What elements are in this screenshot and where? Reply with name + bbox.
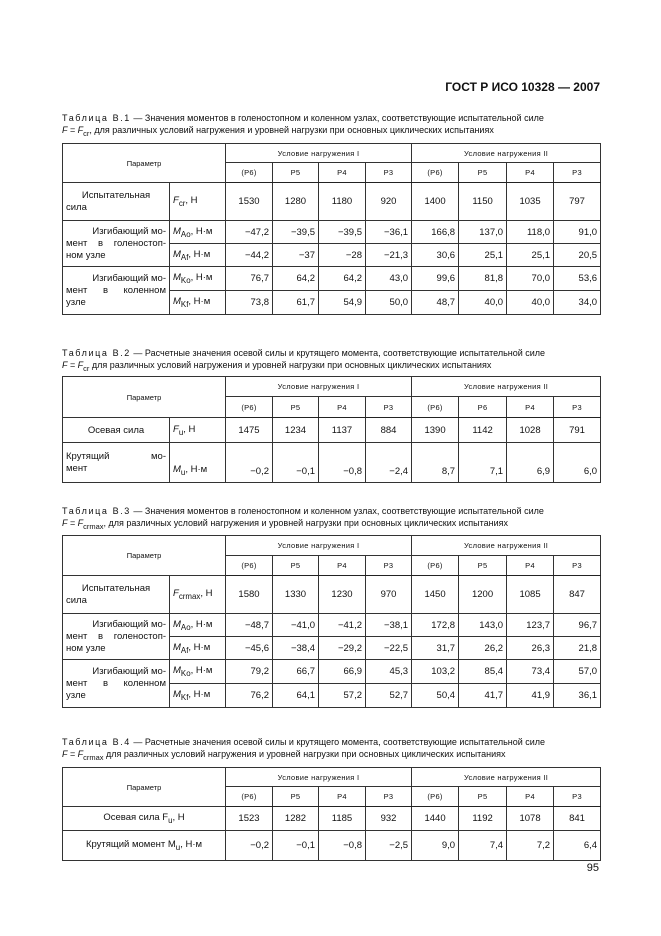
level-header: P4	[319, 556, 366, 576]
caption-formula: F = F	[62, 518, 84, 528]
cell-value: 99,6	[412, 267, 459, 291]
cell-value: 41,9	[507, 684, 554, 708]
cell-value: 1180	[319, 183, 366, 221]
cell-value: 143,0	[459, 614, 507, 637]
cell-value: −0,1	[273, 831, 319, 861]
caption-text: для различных условий нагружения и уровней нагрузки при основных циклических испытаниях	[103, 749, 506, 759]
row-label: Изгибающий мо- мент в голеностоп- ном узле	[63, 221, 170, 267]
caption-sub: crmax	[83, 521, 104, 531]
cell-value: −37	[273, 244, 319, 267]
table-b1-caption	[62, 112, 600, 140]
caption-formula: F = F	[62, 125, 84, 135]
cell-value: 6,9	[507, 443, 554, 483]
cell-value: 76,2	[226, 684, 273, 708]
caption-text: , для различных условий нагружения и уровней нагрузки при основных циклических испытаниях	[103, 518, 509, 528]
cell-value: 884	[366, 418, 412, 443]
level-header: P3	[554, 397, 601, 418]
level-header: P5	[273, 163, 319, 183]
cell-value: 1580	[226, 576, 273, 614]
cell-value: 66,7	[273, 660, 319, 684]
level-header: P5	[273, 556, 319, 576]
cell-value: −38,1	[366, 614, 412, 637]
cell-value: 1230	[319, 576, 366, 614]
table-row	[63, 831, 601, 861]
level-header: P5	[273, 397, 319, 418]
cell-value: −39,5	[273, 221, 319, 244]
cell-value: −22,5	[366, 637, 412, 660]
cell-value: 26,3	[507, 637, 554, 660]
cell-value: 8,7	[412, 443, 459, 483]
table-row	[63, 660, 601, 684]
cell-value: −44,2	[226, 244, 273, 267]
row-symbol: $M_{Ao}$, Н·м	[170, 221, 226, 244]
row-label: Крутящий мо- мент	[63, 443, 170, 483]
cell-value: 41,7	[459, 684, 507, 708]
level-header: P5	[273, 787, 319, 807]
cell-value: 1200	[459, 576, 507, 614]
level-header: P3	[366, 787, 412, 807]
level-header: P3	[366, 397, 412, 418]
level-header: P5	[459, 556, 507, 576]
cell-value: 1440	[412, 807, 459, 831]
cell-value: 1282	[273, 807, 319, 831]
cell-value: 1390	[412, 418, 459, 443]
condition-1-header: Условие нагружения I	[226, 536, 412, 556]
cell-value: 847	[554, 576, 601, 614]
table-row	[63, 443, 601, 483]
cell-value: −0,1	[273, 443, 319, 483]
cell-value: 36,1	[554, 684, 601, 708]
condition-2-header: Условие нагружения II	[412, 768, 601, 787]
cell-value: 1137	[319, 418, 366, 443]
cell-value: 791	[554, 418, 601, 443]
cell-value: 50,4	[412, 684, 459, 708]
cell-value: 1530	[226, 183, 273, 221]
cell-value: 6,0	[554, 443, 601, 483]
caption-sub: cr	[83, 128, 90, 138]
cell-value: 920	[366, 183, 412, 221]
row-symbol: $M_{Kf}$, Н·м	[170, 291, 226, 315]
cell-value: 57,0	[554, 660, 601, 684]
cell-value: 31,7	[412, 637, 459, 660]
table-b2	[62, 376, 601, 483]
cell-value: 45,3	[366, 660, 412, 684]
cell-value: −45,6	[226, 637, 273, 660]
table-row	[63, 614, 601, 637]
caption-formula: F = F	[62, 749, 84, 759]
cell-value: −36,1	[366, 221, 412, 244]
caption-text: — Значения моментов в голеностопном и коленном узлах, соответствующие испытательной силе	[130, 113, 544, 123]
cell-value: 73,8	[226, 291, 273, 315]
row-symbol: $M_{Af}$, Н·м	[170, 637, 226, 660]
cell-value: −2,4	[366, 443, 412, 483]
cell-value: 61,7	[273, 291, 319, 315]
row-label: Изгибающий мо- мент в голеностоп- ном узле	[63, 614, 170, 660]
condition-1-header: Условие нагружения I	[226, 377, 412, 397]
row-symbol: $M_{Ko}$, Н·м	[170, 660, 226, 684]
table-b3-caption	[62, 505, 600, 533]
cell-value: 73,4	[507, 660, 554, 684]
level-header: (P6)	[226, 163, 273, 183]
table-b1-title: Таблица В.1	[62, 113, 131, 123]
table-b3-title: Таблица В.3	[62, 506, 131, 516]
cell-value: 1078	[507, 807, 554, 831]
cell-value: 96,7	[554, 614, 601, 637]
cell-value: 34,0	[554, 291, 601, 315]
cell-value: 1185	[319, 807, 366, 831]
cell-value: 81,8	[459, 267, 507, 291]
cell-value: 64,1	[273, 684, 319, 708]
cell-value: 1192	[459, 807, 507, 831]
cell-value: −47,2	[226, 221, 273, 244]
row-symbol: $F_u$, Н	[170, 418, 226, 443]
row-symbol: $F_{cr}$, Н	[170, 183, 226, 221]
cell-value: 48,7	[412, 291, 459, 315]
caption-text: для различных условий нагружения и уровней нагрузки при основных циклических испытаниях	[89, 360, 492, 370]
table-b2-title: Таблица В.2	[62, 348, 131, 358]
row-symbol: $M_u$, Н·м	[170, 443, 226, 483]
cell-value: 57,2	[319, 684, 366, 708]
cell-value: 7,1	[459, 443, 507, 483]
caption-text: , для различных условий нагружения и уровней нагрузки при основных циклических испытаниях	[89, 125, 494, 135]
cell-value: −41,2	[319, 614, 366, 637]
level-header: P5	[459, 787, 507, 807]
parameter-header: Параметр	[63, 377, 226, 418]
row-symbol: $M_{Ao}$, Н·м	[170, 614, 226, 637]
cell-value: 841	[554, 807, 601, 831]
cell-value: 64,2	[319, 267, 366, 291]
standard-header: ГОСТ Р ИСО 10328 — 2007	[445, 80, 600, 94]
level-header: P3	[554, 556, 601, 576]
cell-value: −28	[319, 244, 366, 267]
cell-value: 50,0	[366, 291, 412, 315]
parameter-header: Параметр	[63, 144, 226, 183]
level-header: P4	[319, 787, 366, 807]
caption-text: — Значения моментов в голеностопном и коленном узлах, соответствующие испытательной силе	[130, 506, 544, 516]
row-symbol: $M_{Ko}$, Н·м	[170, 267, 226, 291]
cell-value: 137,0	[459, 221, 507, 244]
cell-value: 1280	[273, 183, 319, 221]
cell-value: −39,5	[319, 221, 366, 244]
caption-formula: F = F	[62, 360, 84, 370]
cell-value: 797	[554, 183, 601, 221]
cell-value: 54,9	[319, 291, 366, 315]
cell-value: 932	[366, 807, 412, 831]
cell-value: 1150	[459, 183, 507, 221]
cell-value: 21,8	[554, 637, 601, 660]
cell-value: 1142	[459, 418, 507, 443]
row-symbol: $M_{Kf}$, Н·м	[170, 684, 226, 708]
row-label: Испытательная сила	[63, 183, 170, 221]
cell-value: 40,0	[459, 291, 507, 315]
cell-value: 7,2	[507, 831, 554, 861]
row-label: Осевая сила $F_u$, Н	[63, 807, 226, 831]
cell-value: 970	[366, 576, 412, 614]
cell-value: 20,5	[554, 244, 601, 267]
condition-2-header: Условие нагружения II	[412, 144, 601, 163]
table-row	[63, 807, 601, 831]
cell-value: 9,0	[412, 831, 459, 861]
cell-value: 25,1	[507, 244, 554, 267]
level-header: (P6)	[226, 556, 273, 576]
table-row	[63, 221, 601, 244]
level-header: P3	[554, 163, 601, 183]
cell-value: −0,2	[226, 443, 273, 483]
cell-value: −2,5	[366, 831, 412, 861]
parameter-header: Параметр	[63, 768, 226, 807]
cell-value: 123,7	[507, 614, 554, 637]
table-b4-caption	[62, 736, 600, 764]
row-label: Изгибающий мо- мент в коленном узле	[63, 660, 170, 708]
table-b2-caption	[62, 347, 600, 375]
cell-value: 79,2	[226, 660, 273, 684]
caption-sub: cr	[83, 363, 90, 373]
condition-2-header: Условие нагружения II	[412, 536, 601, 556]
table-b4-title: Таблица В.4	[62, 737, 131, 747]
row-symbol: $M_{Af}$, Н·м	[170, 244, 226, 267]
level-header: P3	[554, 787, 601, 807]
row-symbol: $F_{crmax}$, Н	[170, 576, 226, 614]
row-label: Крутящий момент $M_u$, Н·м	[63, 831, 226, 861]
condition-1-header: Условие нагружения I	[226, 144, 412, 163]
cell-value: 91,0	[554, 221, 601, 244]
table-b3	[62, 535, 601, 708]
cell-value: −0,8	[319, 831, 366, 861]
cell-value: 85,4	[459, 660, 507, 684]
level-header: P4	[507, 163, 554, 183]
row-label: Изгибающий мо- мент в коленном узле	[63, 267, 170, 315]
cell-value: −0,2	[226, 831, 273, 861]
cell-value: 166,8	[412, 221, 459, 244]
table-b4	[62, 767, 601, 861]
level-header: (P6)	[412, 397, 459, 418]
level-header: P4	[319, 397, 366, 418]
cell-value: 43,0	[366, 267, 412, 291]
cell-value: −0,8	[319, 443, 366, 483]
level-header: (P6)	[412, 556, 459, 576]
cell-value: 26,2	[459, 637, 507, 660]
caption-sub: crmax	[83, 752, 104, 762]
cell-value: 52,7	[366, 684, 412, 708]
level-header: P4	[507, 556, 554, 576]
table-row	[63, 576, 601, 614]
level-header: P6	[459, 397, 507, 418]
cell-value: 1234	[273, 418, 319, 443]
condition-1-header: Условие нагружения I	[226, 768, 412, 787]
table-row	[63, 418, 601, 443]
cell-value: 70,0	[507, 267, 554, 291]
level-header: (P6)	[412, 163, 459, 183]
cell-value: 30,6	[412, 244, 459, 267]
cell-value: 1523	[226, 807, 273, 831]
cell-value: 172,8	[412, 614, 459, 637]
cell-value: 1475	[226, 418, 273, 443]
cell-value: 76,7	[226, 267, 273, 291]
cell-value: 40,0	[507, 291, 554, 315]
table-b1	[62, 143, 601, 315]
cell-value: 53,6	[554, 267, 601, 291]
cell-value: 1450	[412, 576, 459, 614]
level-header: (P6)	[226, 787, 273, 807]
condition-2-header: Условие нагружения II	[412, 377, 601, 397]
table-row	[63, 267, 601, 291]
cell-value: −41,0	[273, 614, 319, 637]
level-header: P4	[319, 163, 366, 183]
level-header: P3	[366, 163, 412, 183]
cell-value: 66,9	[319, 660, 366, 684]
level-header: P4	[507, 787, 554, 807]
caption-text: — Расчетные значения осевой силы и крутящего момента, соответствующие испытательной силе	[130, 737, 546, 747]
cell-value: 1028	[507, 418, 554, 443]
level-header: P5	[459, 163, 507, 183]
table-row	[63, 183, 601, 221]
caption-text: — Расчетные значения осевой силы и крутящего момента, соответствующие испытательной силе	[130, 348, 546, 358]
cell-value: 6,4	[554, 831, 601, 861]
parameter-header: Параметр	[63, 536, 226, 576]
cell-value: 1085	[507, 576, 554, 614]
page-number: 95	[586, 862, 599, 874]
level-header: P4	[507, 397, 554, 418]
cell-value: 25,1	[459, 244, 507, 267]
level-header: P3	[366, 556, 412, 576]
cell-value: −48,7	[226, 614, 273, 637]
row-label: Осевая сила	[63, 418, 170, 443]
cell-value: 1035	[507, 183, 554, 221]
row-label: Испытательная сила	[63, 576, 170, 614]
cell-value: −29,2	[319, 637, 366, 660]
cell-value: −38,4	[273, 637, 319, 660]
cell-value: 64,2	[273, 267, 319, 291]
cell-value: −21,3	[366, 244, 412, 267]
cell-value: 7,4	[459, 831, 507, 861]
level-header: (P6)	[412, 787, 459, 807]
cell-value: 103,2	[412, 660, 459, 684]
cell-value: 118,0	[507, 221, 554, 244]
cell-value: 1330	[273, 576, 319, 614]
level-header: (P6)	[226, 397, 273, 418]
cell-value: 1400	[412, 183, 459, 221]
